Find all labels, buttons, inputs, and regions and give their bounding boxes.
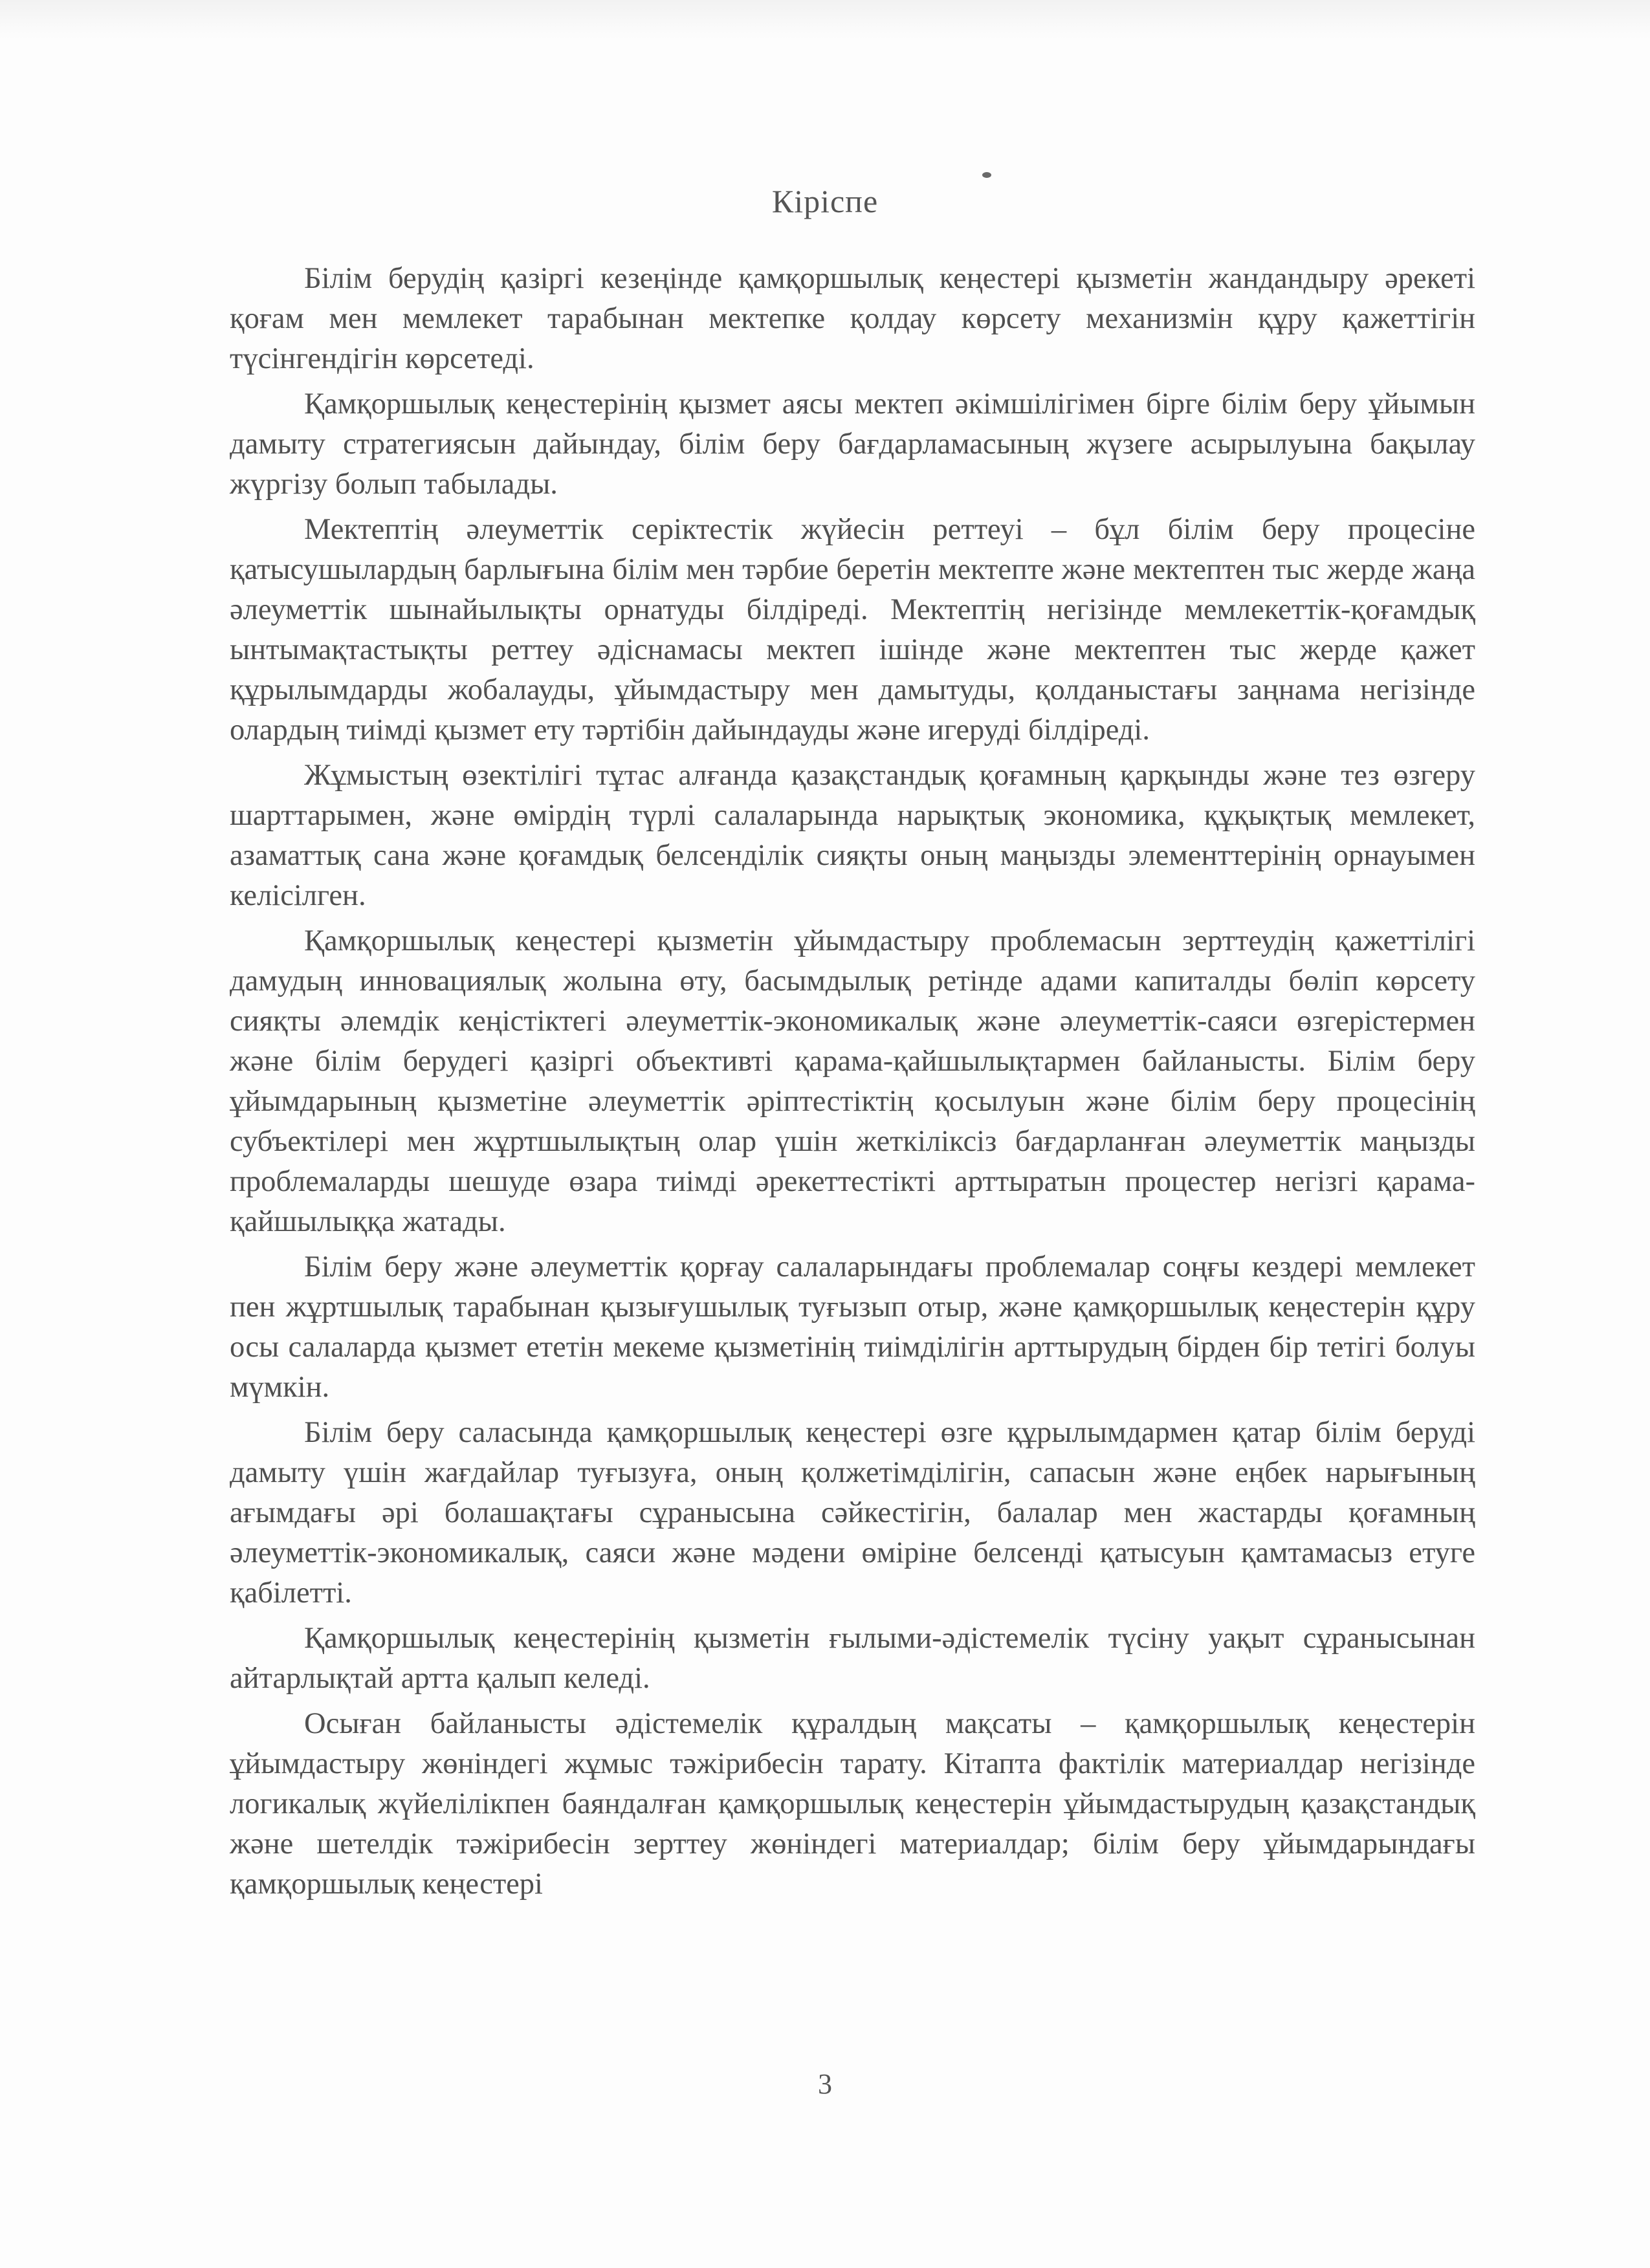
paragraph-6: Білім беру және әлеуметтік қорғау салаларындағы проблемалар соңғы кездері мемлекет пен жұртшылық тарабынан қызығушылық туғызып отыр, және қамқоршылық кеңестерін құру осы салаларда қызмет ететін мекеме қызметінің тиімділігін арттырудың бірден бір тетігі болуы мүмкін. — [230, 1250, 1475, 1404]
scan-speck-mark — [982, 172, 991, 178]
page-number: 3 — [818, 2068, 832, 2100]
paragraph-1: Білім берудің қазіргі кезеңінде қамқоршылық кеңестері қызметін жандандыру әрекеті қоғам мен мемлекет тарабынан мектепке қолдау көрсету механизмін құру қажеттігін түсінгендігін көрсетеді. — [230, 262, 1475, 375]
page-title: Кіріспе — [771, 183, 879, 219]
paragraph-7: Білім беру саласында қамқоршылық кеңестері өзге құрылымдармен қатар білім беруді дамыту үшін жағдайлар туғызуға, оның қолжетімділігін, сапасын және еңбек нарығының ағымдағы әрі болашақтағы сұранысына сәйкестігін, балалар мен жастарды қоғамның әлеуметтік-экономикалық, саяси және мәдени өміріне белсенді қатысуын қамтамасыз етуге қабілетті. — [230, 1416, 1475, 1609]
paragraph-2: Қамқоршылық кеңестерінің қызмет аясы мектеп әкімшілігімен бірге білім беру ұйымын дамыту стратегиясын дайындау, білім беру бағдарламасының жүзеге асырылуына бақылау жүргізу болып табылады. — [230, 387, 1475, 501]
paragraph-8: Қамқоршылық кеңестерінің қызметін ғылыми-әдістемелік түсіну уақыт сұранысынан айтарлықтай артта қалып келеді. — [230, 1622, 1475, 1695]
paragraph-5: Қамқоршылық кеңестері қызметін ұйымдастыру проблемасын зерттеудің қажеттілігі дамудың инновациялық жолына өту, басымдылық ретінде адами капиталды бөліп көрсету сияқты әлемдік кеңістіктегі әлеуметтік-экономикалық және әлеуметтік-саяси өзгерістермен және білім берудегі қазіргі объективті қарама-қайшылықтармен байланысты. Білім беру ұйымдарының қызметіне әлеуметтік әріптестіктің қосылуын және білім беру процесінің субъектілері мен жұртшылықтың олар үшін жеткіліксіз бағдарланған әлеуметтік маңызды проблемаларды шешуде өзара тиімді әрекеттестікті арттыратын процестер негізгі қарама-қайшылыққа жатады. — [230, 924, 1475, 1238]
paragraph-9: Осыған байланысты әдістемелік құралдың мақсаты – қамқоршылық кеңестерін ұйымдастыру жөніндегі жұмыс тәжірибесін тарату. Кітапта фактілік материалдар негізінде логикалық жүйелілікпен баяндалған қамқоршылық кеңестерін ұйымдастырудың қазақстандық және шетелдік тәжірибесін зерттеу жөніндегі материалдар; білім беру ұйымдарындағы қамқоршылық кеңестері — [230, 1707, 1475, 1901]
scan-edge-shading — [0, 0, 1650, 39]
paragraph-3: Мектептің әлеуметтік серіктестік жүйесін реттеуі – бұл білім беру процесіне қатысушылардың барлығына білім мен тәрбие беретін мектепте және мектептен тыс жерде жаңа әлеуметтік шынайылықты орнатуды білдіреді. Мектептің негізінде мемлекеттік-қоғамдық ынтымақтастықты реттеу әдіснамасы мектеп ішінде және мектептен тыс жерде қажет құрылымдарды жобалауды, ұйымдастыру мен дамытуды, қолданыстағы заңнама негізінде олардың тиімді қызмет ету тәртібін дайындауды және игеруді білдіреді. — [230, 513, 1475, 747]
document-body — [230, 259, 1475, 1910]
paragraph-4: Жұмыстың өзектілігі тұтас алғанда қазақстандық қоғамның қарқынды және тез өзгеру шарттарымен, және өмірдің түрлі салаларында нарықтық экономика, құқықтық мемлекет, азаматтық сана және қоғамдық белсенділік сияқты оның маңызды элементтерінің орнауымен келісілген. — [230, 759, 1475, 912]
